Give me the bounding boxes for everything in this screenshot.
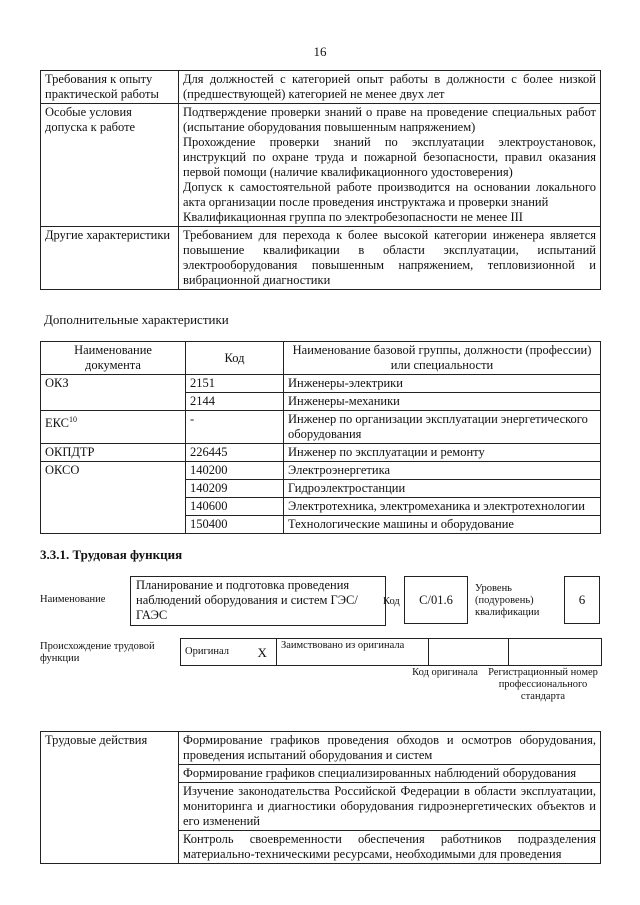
name-cell: Инженер по эксплуатации и ремонту xyxy=(284,444,601,462)
function-name-box xyxy=(130,576,386,626)
name-cell: Инженеры-электрики xyxy=(284,375,601,393)
row-value: Формирование графиков проведения обходов и осмотров оборудования, проведения испытаний оборудования и систем xyxy=(179,732,601,765)
row-value: Формирование графиков специализированных наблюдений оборудования xyxy=(179,765,601,783)
function-name: Планирование и подготовка проведения наблюдений оборудования и систем ГЭС/ГАЭС xyxy=(136,578,358,622)
row-value: Изучение законодательства Российской Федерации в области эксплуатации, мониторинга и диагностики оборудования гидроэнергетических объектов и его изменений xyxy=(179,783,601,831)
table-row xyxy=(41,732,601,765)
level-box xyxy=(564,576,600,624)
row-text: Подтверждение проверки знаний о праве на проведение специальных работ (испытание оборудования повышенным напряжением) xyxy=(183,105,596,134)
reg-number-cell xyxy=(509,639,602,666)
original-mark: X xyxy=(249,639,277,666)
code-cell: 140209 xyxy=(186,480,284,498)
additional-characteristics-table xyxy=(40,341,601,534)
table-row xyxy=(41,227,601,290)
table-row xyxy=(41,71,601,104)
code-cell: 150400 xyxy=(186,516,284,534)
doc-cell: ОКПДТР xyxy=(41,444,186,462)
code-cell: 140200 xyxy=(186,462,284,480)
name-cell: Электротехника, электромеханика и электротехнологии xyxy=(284,498,601,516)
code-value: С/01.6 xyxy=(419,593,453,607)
table-row xyxy=(41,480,601,498)
doc-cell xyxy=(41,498,186,516)
original-label: Оригинал xyxy=(181,639,249,666)
row-text: Допуск к самостоятельной работе производится на основании локального акта организации после проведения инструктажа и проверки знаний xyxy=(183,180,596,209)
header-doc: Наименование документа xyxy=(41,342,186,375)
reg-number-caption: Регистрационный номер профессионального стандарта xyxy=(488,667,598,702)
table-row xyxy=(41,375,601,393)
row-label: Требования к опыту практической работы xyxy=(41,71,179,104)
code-cell: 140600 xyxy=(186,498,284,516)
table-row xyxy=(41,104,601,227)
origin-table xyxy=(180,638,602,666)
code-box xyxy=(404,576,468,624)
table-row xyxy=(41,411,601,444)
borrowed-label: Заимствовано из оригинала xyxy=(277,639,429,666)
doc-cell xyxy=(41,393,186,411)
row-text: Требованием для перехода к более высокой категории инженера является повышение квалификации в области эксплуатации, испытаний электрооборудования повышенным напряжением, тепловизионной и вибрационной диагностики xyxy=(183,228,596,287)
level-value: 6 xyxy=(578,592,586,607)
code-cell: - xyxy=(186,411,284,444)
name-cell: Электроэнергетика xyxy=(284,462,601,480)
name-cell: Инженеры-механики xyxy=(284,393,601,411)
row-value: Контроль своевременности обеспечения работников подразделения материально-техническими ресурсами, необходимыми для проведения xyxy=(179,831,601,864)
table-row xyxy=(41,783,601,831)
table-header-row xyxy=(41,342,601,375)
labor-actions-table xyxy=(40,731,601,864)
doc-cell xyxy=(41,411,186,444)
row-value xyxy=(179,71,601,104)
row-label: Особые условия допуска к работе xyxy=(41,104,179,227)
row-text: Для должностей с категорией опыт работы в должности с более низкой (предшествующей) категорией не менее двух лет xyxy=(183,72,596,101)
doc-cell xyxy=(41,516,186,534)
table-row xyxy=(41,393,601,411)
table-row xyxy=(41,516,601,534)
table-row xyxy=(41,765,601,783)
row-value xyxy=(179,227,601,290)
requirements-table xyxy=(40,70,601,290)
doc-cell xyxy=(41,480,186,498)
table-row xyxy=(41,462,601,480)
code-label: Код xyxy=(383,596,400,607)
row-label: Другие характеристики xyxy=(41,227,179,290)
footnote-ref: 10 xyxy=(69,415,77,424)
name-label: Наименование xyxy=(40,594,106,605)
name-cell: Гидроэлектростанции xyxy=(284,480,601,498)
row-label: Трудовые действия xyxy=(41,732,179,765)
additional-heading: Дополнительные характеристики xyxy=(44,312,229,327)
code-cell: 2144 xyxy=(186,393,284,411)
name-cell: Инженер по организации эксплуатации энергетического оборудования xyxy=(284,411,601,444)
doc-cell: ОКЗ xyxy=(41,375,186,393)
row-text: Прохождение проверки знаний по эксплуатации электроустановок, инструкций по охране труда и пожарной безопасности, правил оказания первой помощи (наличие квалификационного удостоверения) xyxy=(183,135,596,179)
row-value xyxy=(179,104,601,227)
level-label: Уровень (подуровень) квалификации xyxy=(475,583,540,618)
page-number: 16 xyxy=(313,44,327,59)
row-text: Квалификационная группа по электробезопасности не менее III xyxy=(183,210,523,224)
header-name: Наименование базовой группы, должности (профессии) или специальности xyxy=(284,342,601,375)
code-cell: 2151 xyxy=(186,375,284,393)
table-row xyxy=(41,444,601,462)
code-cell: 226445 xyxy=(186,444,284,462)
header-code: Код xyxy=(186,342,284,375)
original-code-cell xyxy=(429,639,509,666)
doc-name: ЕКС xyxy=(45,416,69,431)
name-cell: Технологические машины и оборудование xyxy=(284,516,601,534)
table-row xyxy=(41,831,601,864)
table-row xyxy=(41,498,601,516)
doc-cell: ОКСО xyxy=(41,462,186,480)
original-code-caption: Код оригинала xyxy=(412,667,478,678)
section-title: 3.3.1. Трудовая функция xyxy=(40,547,183,562)
origin-label: Происхождение трудовой функции xyxy=(40,641,155,664)
